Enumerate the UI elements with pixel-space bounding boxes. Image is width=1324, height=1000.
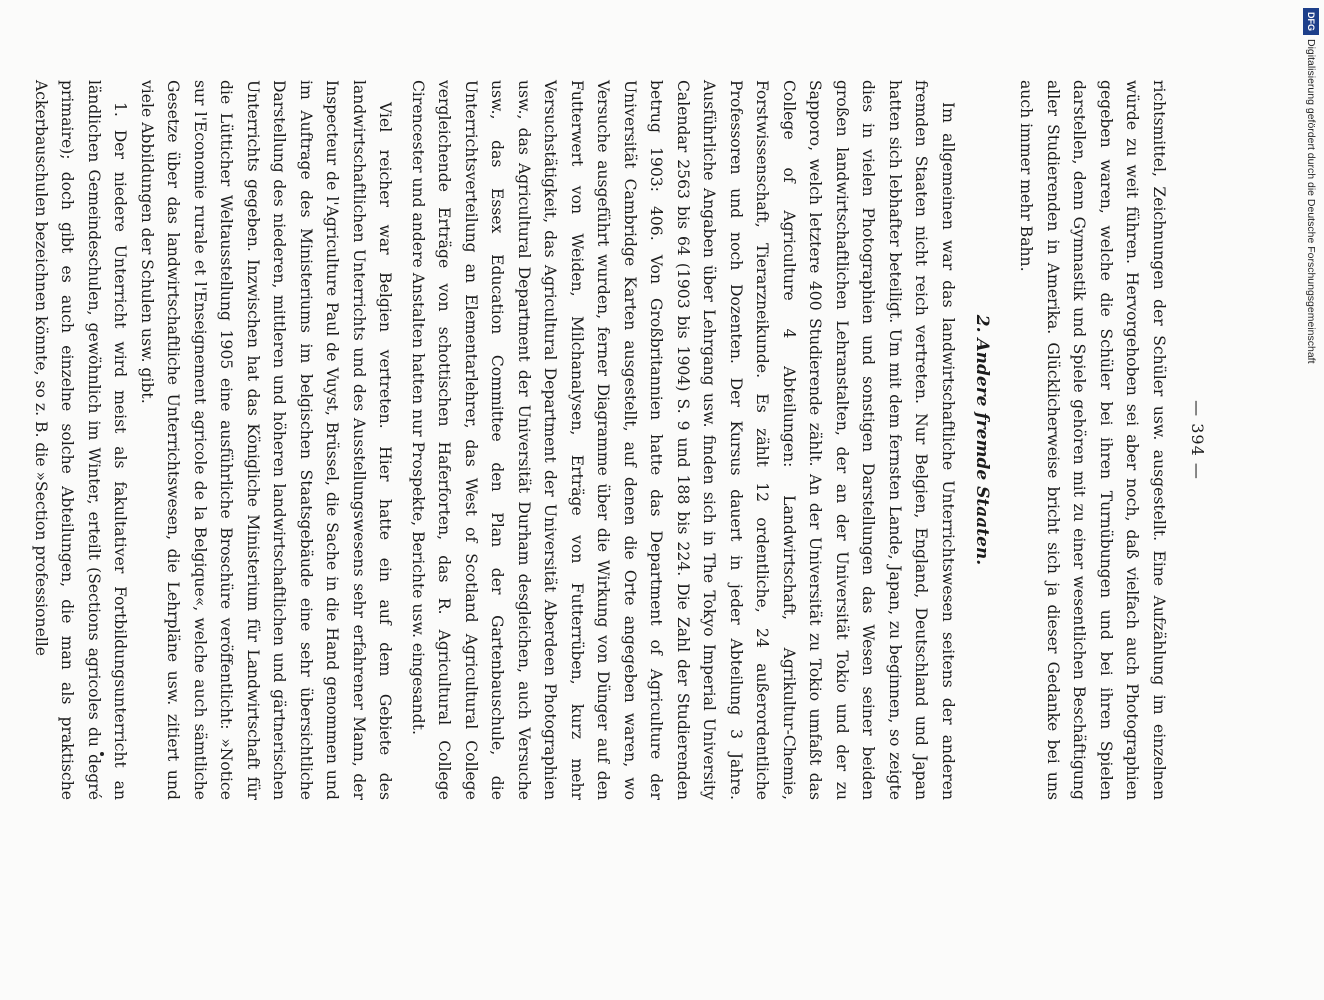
paragraph-intro: richtsmittel, Zeichnungen der Schüler usw. ausgestellt. Eine Aufzählung im einzelnen würde zu weit führen. Hervorgehoben sei aber noch, daß vielfach auch Photographien gegeben waren, welche die Schüler bei ihren Turnübungen und bei ihren Spielen darstellen, denn Gymnastik und Spiele gehören mit zu einer wesentlichen Beschäftigung aller Studierenden in Amerika. Glücklicherweise bricht sich ja dieser Gedanke bei uns auch immer mehr Bahn. (1017, 80, 1168, 800)
page-text (32, 80, 1210, 800)
page-number: — 394 — (1188, 400, 1207, 480)
digitization-credit (1300, 8, 1322, 388)
paragraph-japan-england: Im allgemeinen war das landwirtschaftliche Unterrichtswesen seitens der anderen fremden Staaten nicht reich vertreten. Nur Belgien, England, Deutschland und Japan hatten sich lebhafter beteiligt. Um mit dem fernsten Lande, Japan, zu beginnen, so zeigte dies in vielen Photographien und sonstigen Darstellungen das Wesen seiner beiden großen landwirtschaftlichen Lehranstalten, der an der Universität Tokio und der zu Sapporo, welch letztere 400 Studierende zählt. An der Universität zu Tokio umfaßt das College of Agriculture 4 Abteilungen: Landwirtschaft, Agrikultur-Chemie, Forstwissenschaft, Tierarzneikunde. Es zählt 12 ordentliche, 24 außerordentliche Professoren und noch Dozenten. Der Kursus dauert in jeder Abteilung 3 Jahre. Ausführliche Angaben über Lehrgang usw. finden sich in The Tokyo Imperial University Calendar 2563 bis 64 (1903 bis 1904) S. 9 und 188 bis 224. Die Zahl der Studierenden betrug 1903: 406. Von Großbritannien hatte das Department of Agriculture der Universität Cambridge Karten ausgestellt, auf denen die Orte angegeben waren, wo Versuche ausgeführt wurden, ferner Diagramme über die Wirkung von Dünger auf den Futterwert von Weiden, Milchanalysen, Erträge von Futterrüben, kurz mehr Versuchstätigkeit, das Agricultural Department der Universität Aberdeen Photographien usw., das Agricultural Department der Universität Durham desgleichen, auch Versuche usw., das Essex Education Committee den Plan der Gartenbauschule, die Unterrichtsverteilung an Elementarlehrer, das West of Scotland Agricultural College vergleichende Erträge von schottischen Haferforten, das R. Agricultural College Cirencester und andere Anstalten hatten nur Prospekte, Berichte usw. eingesandt. (409, 80, 957, 800)
paragraph-belgium: Viel reicher war Belgien vertreten. Hier hatte ein auf dem Gebiete des landwirtschaftlichen Unterrichts und des Ausstellungswesens sehr erfahrener Mann, der Inspecteur de l'Agriculture Paul de Vuyst, Brüssel, die Sache in die Hand genommen und im Auftrage des Ministeriums im belgischen Staatsgebäude eine sehr übersichtliche Darstellung des niederen, mittleren und höheren landwirtschaftlichen und gärtnerischen Unterrichts gegeben. Inzwischen hat das Königliche Ministerium für Landwirtschaft für die Lütticher Weltausstellung 1905 eine ausführliche Broschüre veröffentlicht: »Notice sur l'Economie rurale et l'Enseignement agricole de la Belgique«, welche auch sämtliche Gesetze über das landwirtschaftliche Unterrichtswesen, die Lehrpläne usw. zitiert und viele Abbildungen der Schulen usw. gibt. (138, 80, 395, 800)
section-heading: 2. Andere fremde Staaten. (972, 314, 992, 566)
rotated-text-block (32, 80, 1210, 800)
digitization-credit-text: Digitalisierung gefördert durch die Deutsche Forschungsgemeinschaft (1305, 39, 1317, 364)
dfg-logo: DFG (1303, 8, 1319, 35)
paragraph-lower-instruction: 1. Der niedere Unterricht wird meist als fakultativer Fortbildungsunterricht an ländlichen Gemeindeschulen, gewöhnlich im Winter, erteilt (Sections agricoles du degré primaire); doch gibt es auch einzelne solche Abteilungen, die man als praktische Ackerbauschulen bezeichnen könnte, so z. B. die »Section professionelle (32, 80, 130, 800)
